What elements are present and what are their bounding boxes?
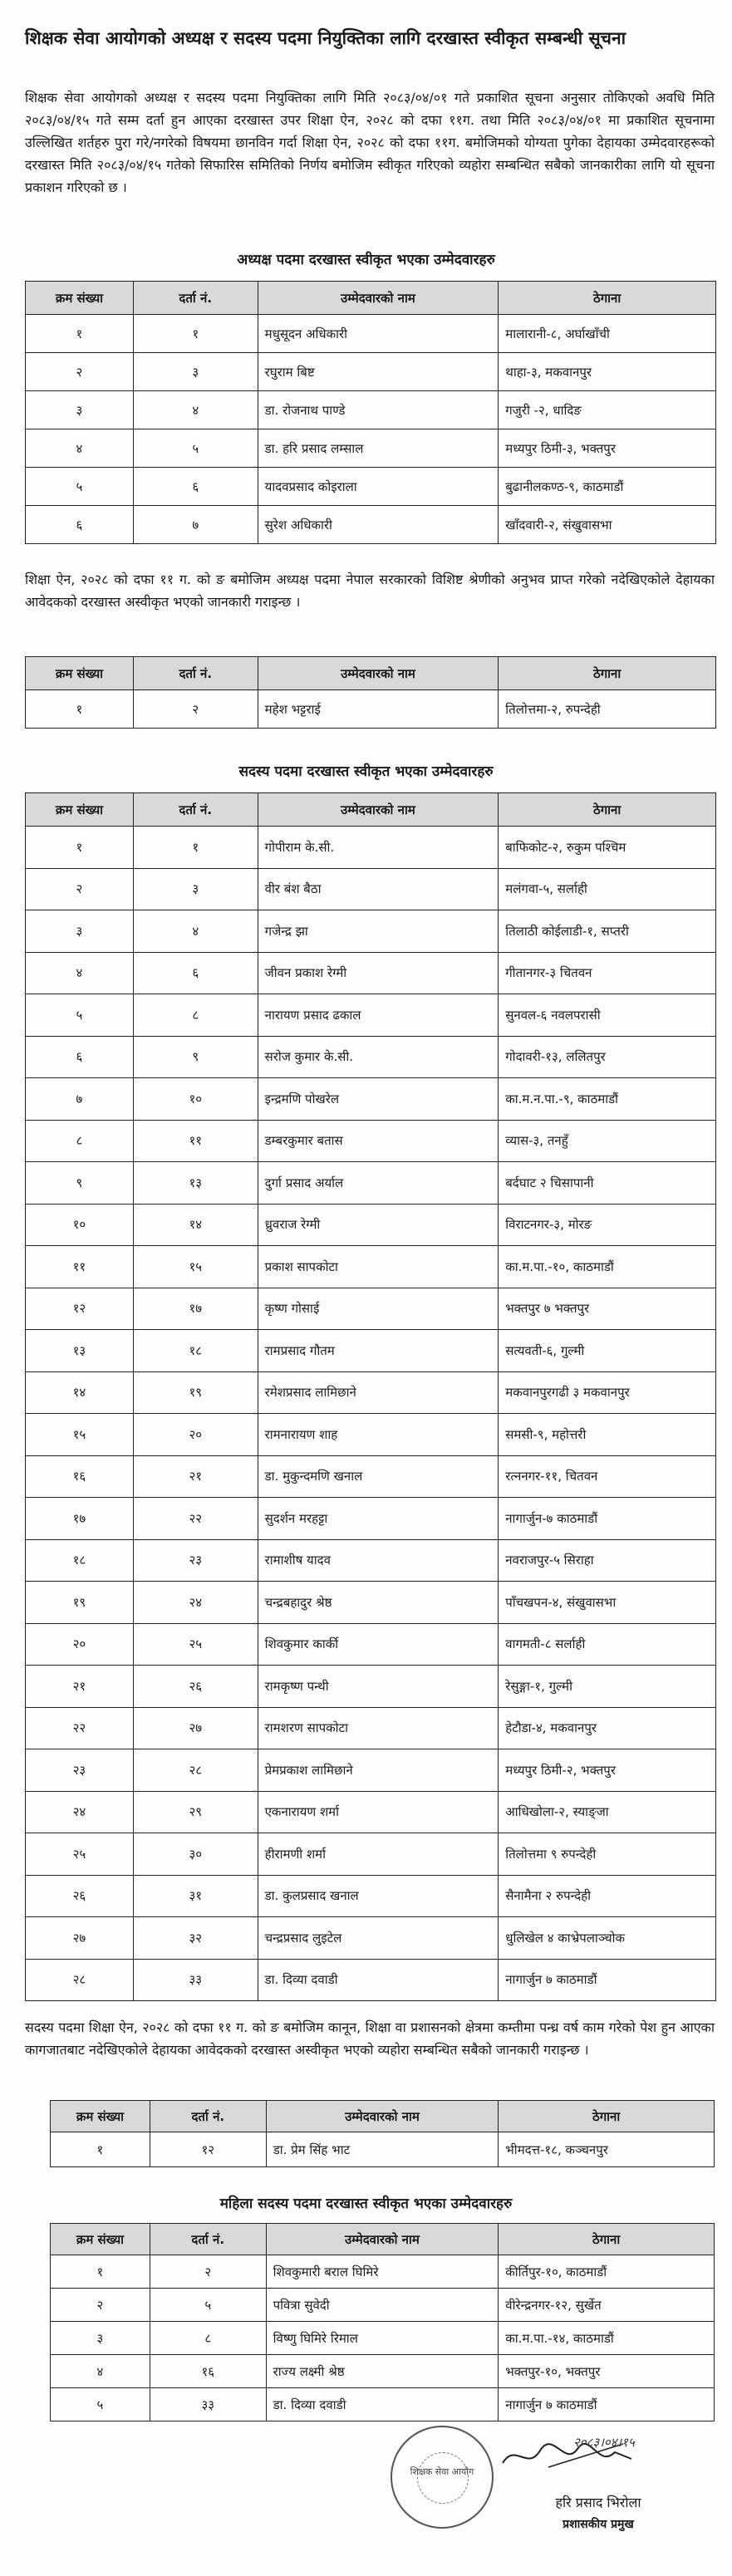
cell-reg-no: ३२ [133,1917,258,1960]
header-serial: क्रम संख्या [26,282,134,315]
cell-reg-no: २० [133,1414,258,1456]
cell-candidate-name: सुदर्शन मरहट्टा [258,1498,499,1540]
cell-candidate-name: चन्द्रबहादुर श्रेष्ठ [258,1582,499,1624]
cell-reg-no: १४ [133,1204,258,1246]
cell-serial: २ [26,868,134,910]
cell-reg-no: १ [133,315,258,353]
cell-address: वागमती-८ सर्लाही [499,1623,716,1666]
table-row [26,1162,716,1205]
cell-serial: १० [26,1204,134,1246]
cell-candidate-name: शिवकुमार कार्की [258,1623,499,1666]
cell-serial: १३ [26,1330,134,1372]
header-candidate-name: उम्मेदवारको नाम [258,657,499,690]
cell-address: हेटौडा-४, मकवानपुर [499,1707,716,1749]
cell-candidate-name: रामशरण सापकोटा [258,1707,499,1749]
header-reg-no: दर्ता नं. [133,657,258,690]
chairperson-rejected-note: शिक्षा ऐन, २०२८ को दफा ११ ग. को ङ बमोजिम अध्यक्ष पदमा नेपाल सरकारको विशिष्ट श्रेणीको अनुभव प्राप्त गरेको नदेखिएकोले देहायका आवेदकको दरखास्त अस्वीकृत भएको जानकारी गराइन्छ । [25,572,715,610]
table-row [26,1875,716,1917]
cell-candidate-name: विष्णु घिमिरे रिमाल [266,2322,499,2355]
cell-candidate-name: ध्रुवराज रेग्मी [258,1204,499,1246]
header-candidate-name: उम्मेदवारको नाम [258,282,499,315]
seal-emblem-icon [417,2452,469,2504]
cell-reg-no: २ [150,2255,266,2289]
cell-reg-no: ३१ [133,1875,258,1917]
cell-reg-no: १५ [133,1246,258,1288]
cell-address: आधिखोला-२, स्याङ्जा [499,1791,716,1833]
cell-candidate-name: एकनारायण शर्मा [258,1791,499,1833]
header-candidate-name: उम्मेदवारको नाम [258,793,499,827]
cell-serial: ४ [26,952,134,994]
cell-serial: ५ [51,2388,150,2421]
cell-candidate-name: राज्य लक्ष्मी श्रेष्ठ [266,2355,499,2388]
chairperson-rejected-table [25,656,716,729]
cell-serial: २ [26,353,134,391]
cell-address: भक्तपुर ७ भक्तपुर [499,1288,716,1330]
cell-address: का.म.न.पा.-९, काठमाडौं [499,1078,716,1121]
table-row [26,315,716,353]
cell-reg-no: ११ [133,1120,258,1162]
cell-address: मालारानी-८, अर्घाखाँची [499,315,716,353]
cell-reg-no: ३ [133,353,258,391]
cell-serial: २१ [26,1666,134,1708]
table-row [51,2255,715,2289]
cell-candidate-name: रामनारायण शाह [258,1414,499,1456]
cell-candidate-name: रघुराम बिष्ट [258,353,499,391]
cell-serial: ६ [26,506,134,544]
table-row [51,2388,715,2421]
cell-reg-no: ७ [133,506,258,544]
cell-serial: ९ [26,1162,134,1205]
signer-name: हरि प्रसाद भिरोला [555,2495,641,2510]
table-row [51,2322,715,2355]
cell-reg-no: १ [133,827,258,869]
cell-address: का.म.पा.-१०, काठमाडौं [499,1246,716,1288]
table-row [51,2355,715,2388]
cell-address: का.म.पा.-१४, काठमाडौं [499,2322,715,2355]
cell-serial: १ [51,2255,150,2289]
header-serial: क्रम संख्या [51,2224,150,2255]
cell-candidate-name: यादवप्रसाद कोइराला [258,468,499,506]
cell-reg-no: ४ [133,910,258,953]
cell-candidate-name: रमेशप्रसाद लामिछाने [258,1371,499,1414]
cell-address: सुनवल-६ नवलपरासी [499,994,716,1037]
table-row [26,1330,716,1372]
header-address: ठेगाना [499,657,716,690]
cell-reg-no: १९ [133,1371,258,1414]
cell-serial: २५ [26,1833,134,1876]
table-row [26,1582,716,1624]
cell-serial: १ [26,690,134,729]
cell-candidate-name: सरोज कुमार के.सी. [258,1036,499,1078]
cell-reg-no: ५ [133,429,258,468]
header-serial: क्रम संख्या [51,2101,150,2132]
member-accepted-heading: सदस्य पदमा दरखास्त स्वीकृत भएका उम्मेदवारहरु [238,763,494,780]
cell-address: नवराजपुर-५ सिराहा [499,1539,716,1582]
cell-address: धुलिखेल ४ काभ्रेपलाञ्चोक [499,1917,716,1960]
table-header-row [26,793,716,827]
table-row [26,1623,716,1666]
cell-serial: १ [26,315,134,353]
cell-serial: १९ [26,1582,134,1624]
cell-address: मध्यपुर ठिमी-२, भक्तपुर [499,1749,716,1792]
cell-address: सैनामैना २ रुपन्देही [499,1875,716,1917]
table-row [26,506,716,544]
cell-reg-no: ३० [133,1833,258,1876]
intro-paragraph: शिक्षक सेवा आयोगको अध्यक्ष र सदस्य पदमा नियुक्तिका लागि मिति २०८३/०४/०१ गते प्रकाशित सूचना अनुसार तोकिएको अवधि मिति २०८३/०४/१५ गते सम्म दर्ता हुन आएका दरखास्त उपर शिक्षा ऐन, २०२८ को दफा ११ग. तथा मिति २०८३/०४/०१ मा प्रकाशित सूचनामा उल्लिखित शर्तहरु पुरा गरे/नगरेको विषयमा छानविन गर्दा शिक्षा ऐन, २०२८ को दफा ११ग. बमोजिमको योग्यता पुगेका देहायका उम्मेदवारहरूको दरखास्त मिति २०८३/०४/१५ गतेको सिफारिस समितिको निर्णय बमोजिम स्वीकृत गरिएको व्यहोरा सम्बन्धित सबैको जानकारीका लागि यो सूचना प्रकाशन गरिएको छ । [25,90,715,195]
cell-reg-no: ३३ [133,1959,258,2001]
table-row [26,1498,716,1540]
cell-serial: ११ [26,1246,134,1288]
cell-address: तिलोत्तमा-२, रुपन्देही [499,690,716,729]
header-address: ठेगाना [499,2224,715,2255]
cell-reg-no: २२ [133,1498,258,1540]
header-address: ठेगाना [499,793,716,827]
cell-address: मकवानपुरगढी ३ मकवानपुर [499,1371,716,1414]
cell-serial: २२ [26,1707,134,1749]
cell-candidate-name: पवित्रा सुवेदी [266,2289,499,2322]
table-row [26,429,716,468]
cell-address: कीर्तिपुर-१०, काठमाडौं [499,2255,715,2289]
cell-serial: ५ [26,468,134,506]
cell-reg-no: २४ [133,1582,258,1624]
table-row [26,1455,716,1498]
cell-reg-no: २७ [133,1707,258,1749]
cell-address: समसी-९, महोत्तरी [499,1414,716,1456]
cell-serial: ६ [26,1036,134,1078]
cell-reg-no: २८ [133,1749,258,1792]
cell-reg-no: २१ [133,1455,258,1498]
cell-candidate-name: दुर्गा प्रसाद अर्याल [258,1162,499,1205]
member-accepted-table [25,792,716,2001]
cell-reg-no: १८ [133,1330,258,1372]
cell-serial: २४ [26,1791,134,1833]
cell-candidate-name: डा. दिव्या दवाडी [266,2388,499,2421]
cell-candidate-name: डम्बरकुमार बतास [258,1120,499,1162]
cell-address: मध्यपुर ठिमी-३, भक्तपुर [499,429,716,468]
table-row [26,1288,716,1330]
member-rejected-table [50,2100,715,2167]
cell-candidate-name: नारायण प्रसाद ढकाल [258,994,499,1037]
cell-candidate-name: मधुसूदन अधिकारी [258,315,499,353]
cell-reg-no: २५ [133,1623,258,1666]
table-row [26,910,716,953]
cell-address: रेसुङ्गा-१, गुल्मी [499,1666,716,1708]
cell-serial: ३ [51,2322,150,2355]
cell-candidate-name: डा. दिव्या दवाडी [258,1959,499,2001]
cell-address: बर्दघाट २ चिसापानी [499,1162,716,1205]
cell-address: भक्तपुर-१०, भक्तपुर [499,2355,715,2388]
header-reg-no: दर्ता नं. [150,2101,266,2132]
cell-reg-no: १२ [150,2132,266,2167]
cell-address: पाँचखपन-४, संखुवासभा [499,1582,716,1624]
cell-candidate-name: प्रकाश सापकोटा [258,1246,499,1288]
cell-candidate-name: सुरेश अधिकारी [258,506,499,544]
cell-serial: १ [51,2132,150,2167]
table-row [26,1036,716,1078]
cell-serial: ३ [26,910,134,953]
cell-address: तिलोत्तमा ९ रुपन्देही [499,1833,716,1876]
cell-reg-no: ३ [133,868,258,910]
cell-address: नागार्जुन ७ काठमाडौं [499,2388,715,2421]
cell-serial: १४ [26,1371,134,1414]
cell-candidate-name: डा. रोजनाथ पाण्डे [258,391,499,429]
cell-candidate-name: रामप्रसाद गौतम [258,1330,499,1372]
cell-serial: २६ [26,1875,134,1917]
table-row [26,1707,716,1749]
table-row [51,2289,715,2322]
cell-address: बाफिकोट-२, रुकुम पश्चिम [499,827,716,869]
cell-reg-no: ८ [150,2322,266,2355]
cell-address: वीरेन्द्रनगर-१२, सुर्खेत [499,2289,715,2322]
table-row [26,690,716,729]
notice-title: शिक्षक सेवा आयोगको अध्यक्ष र सदस्य पदमा नियुक्तिका लागि दरखास्त स्वीकृत सम्बन्धी सूचना [25,28,626,48]
cell-candidate-name: डा. कुलप्रसाद खनाल [258,1875,499,1917]
chairperson-accepted-heading: अध्यक्ष पदमा दरखास्त स्वीकृत भएका उम्मेदवारहरु [237,252,495,268]
cell-reg-no: २६ [133,1666,258,1708]
cell-reg-no: ६ [133,952,258,994]
cell-reg-no: ९ [133,1036,258,1078]
table-row [26,1833,716,1876]
header-address: ठेगाना [499,282,716,315]
table-header-row [51,2101,715,2132]
table-row [26,1917,716,1960]
cell-reg-no: १६ [150,2355,266,2388]
table-row [26,952,716,994]
cell-candidate-name: डा. मुकुन्दमणि खनाल [258,1455,499,1498]
cell-reg-no: ३३ [150,2388,266,2421]
cell-address: सत्यवती-६, गुल्मी [499,1330,716,1372]
cell-address: भीमदत्त-१८, कञ्चनपुर [499,2132,715,2167]
table-row [26,868,716,910]
header-reg-no: दर्ता नं. [150,2224,266,2255]
table-row [26,1539,716,1582]
cell-serial: २८ [26,1959,134,2001]
cell-candidate-name: वीर बंश बैठा [258,868,499,910]
table-row [26,353,716,391]
cell-candidate-name: इन्द्रमणि पोखरेल [258,1078,499,1121]
table-row [26,1078,716,1121]
cell-candidate-name: हीरामणी शर्मा [258,1833,499,1876]
cell-candidate-name: प्रेमप्रकाश लामिछाने [258,1749,499,1792]
female-member-accepted-heading: महिला सदस्य पदमा दरखास्त स्वीकृत भएका उम्मेदवारहरु [219,2196,513,2212]
cell-reg-no: १७ [133,1288,258,1330]
cell-address: व्यास-३, तनहुँ [499,1120,716,1162]
header-address: ठेगाना [499,2101,715,2132]
cell-serial: १८ [26,1539,134,1582]
signature-date: २०८३।०४।१५ [573,2435,635,2450]
table-row [26,994,716,1037]
table-row [26,1666,716,1708]
cell-reg-no: २९ [133,1791,258,1833]
seal-text: शिक्षक सेवा आयोग [410,2466,474,2477]
cell-serial: १ [26,827,134,869]
cell-candidate-name: गजेन्द्र झा [258,910,499,953]
cell-serial: १२ [26,1288,134,1330]
cell-reg-no: १० [133,1078,258,1121]
office-seal [391,2426,494,2529]
cell-reg-no: ८ [133,994,258,1037]
table-row [26,1749,716,1792]
cell-candidate-name: रामकृष्ण पन्थी [258,1666,499,1708]
table-row [51,2132,715,2167]
header-candidate-name: उम्मेदवारको नाम [266,2224,499,2255]
header-serial: क्रम संख्या [26,793,134,827]
table-row [26,1414,716,1456]
cell-serial: १६ [26,1455,134,1498]
member-rejected-note: सदस्य पदमा शिक्षा ऐन, २०२८ को दफा ११ ग. को ङ बमोजिम कानून, शिक्षा वा प्रशासनको क्षेत्रमा कम्तीमा पन्ध्र वर्ष काम गरेको पेश हुन आएका कागजातबाट नदेखिएकोले देहायका आवेदकको दरखास्त अस्वीकृत भएको व्यहोरा सम्बन्धित सबैको जानकारी गराइन्छ । [25,2019,715,2058]
cell-candidate-name: कृष्ण गोसाई [258,1288,499,1330]
cell-candidate-name: शिवकुमारी बराल घिमिरे [266,2255,499,2289]
cell-serial: ५ [26,994,134,1037]
cell-serial: ३ [26,391,134,429]
signer-title: प्रशासकीय प्रमुख [563,2518,634,2531]
chairperson-accepted-table [25,281,716,544]
table-header-row [51,2224,715,2255]
table-row [26,1371,716,1414]
cell-address: नागार्जुन-७ काठमाडौं [499,1498,716,1540]
table-row [26,827,716,869]
header-serial: क्रम संख्या [26,657,134,690]
table-row [26,1120,716,1162]
cell-serial: ७ [26,1078,134,1121]
cell-serial: १७ [26,1498,134,1540]
cell-address: गजुरी -२, धादिङ [499,391,716,429]
table-header-row [26,657,716,690]
cell-candidate-name: रामाशीष यादव [258,1539,499,1582]
cell-candidate-name: जीवन प्रकाश रेग्मी [258,952,499,994]
cell-reg-no: ६ [133,468,258,506]
cell-serial: २७ [26,1917,134,1960]
female-member-accepted-table [50,2223,715,2421]
table-row [26,1791,716,1833]
header-candidate-name: उम्मेदवारको नाम [266,2101,499,2132]
header-reg-no: दर्ता नं. [133,282,258,315]
cell-serial: ८ [26,1120,134,1162]
cell-reg-no: ४ [133,391,258,429]
cell-address: विराटनगर-३, मोरङ [499,1204,716,1246]
cell-reg-no: १३ [133,1162,258,1205]
cell-candidate-name: डा. हरि प्रसाद लम्साल [258,429,499,468]
cell-reg-no: २३ [133,1539,258,1582]
cell-serial: ४ [26,429,134,468]
table-row [26,468,716,506]
table-row [26,391,716,429]
table-header-row [26,282,716,315]
header-reg-no: दर्ता नं. [133,793,258,827]
cell-address: खाँदवारी-२, संखुवासभा [499,506,716,544]
cell-address: बुढानीलकण्ठ-९, काठमाडौं [499,468,716,506]
cell-candidate-name: महेश भट्टराई [258,690,499,729]
cell-address: तिलाठी कोईलाडी-१, सप्तरी [499,910,716,953]
cell-address: गोदावरी-१३, ललितपुर [499,1036,716,1078]
cell-serial: १५ [26,1414,134,1456]
table-row [26,1246,716,1288]
table-row [26,1204,716,1246]
cell-address: मलंगवा-५, सर्लाही [499,868,716,910]
cell-candidate-name: चन्द्रप्रसाद लुइटेल [258,1917,499,1960]
cell-serial: २३ [26,1749,134,1792]
table-row [26,1959,716,2001]
cell-address: नागार्जुन ७ काठमाडौं [499,1959,716,2001]
cell-serial: ४ [51,2355,150,2388]
cell-address: रत्ननगर-११, चितवन [499,1455,716,1498]
cell-reg-no: २ [133,690,258,729]
cell-reg-no: ५ [150,2289,266,2322]
cell-serial: २० [26,1623,134,1666]
cell-serial: २ [51,2289,150,2322]
cell-address: थाहा-३, मकवानपुर [499,353,716,391]
cell-candidate-name: डा. प्रेम सिंह भाट [266,2132,499,2167]
cell-address: गीतानगर-३ चितवन [499,952,716,994]
cell-candidate-name: गोपीराम के.सी. [258,827,499,869]
